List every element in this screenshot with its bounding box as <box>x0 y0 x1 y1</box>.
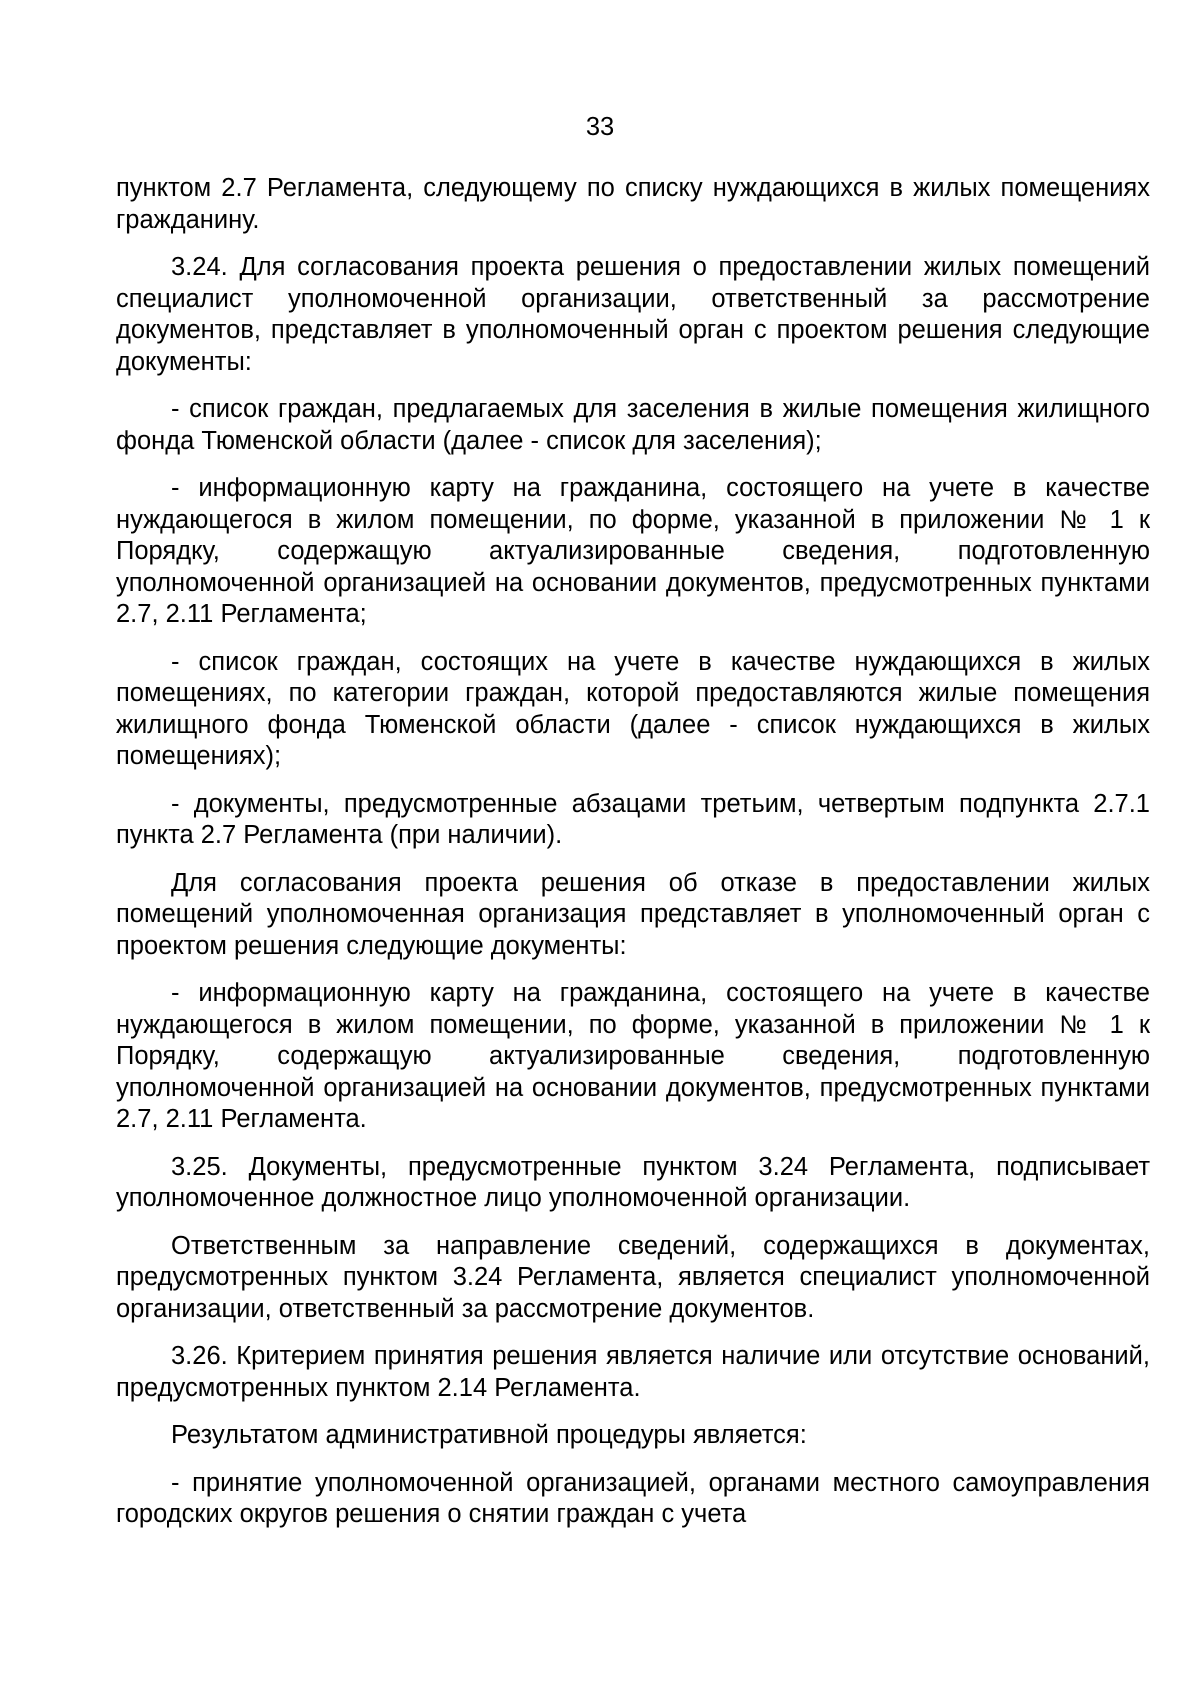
list-item-information-card: - информационную карту на гражданина, состоящего на учете в качестве нуждающегося в жилом помещении, по форме, указанной в приложении № 1 к Порядку, содержащую актуализированные сведения, подготовленную уполномоченной организацией на основании документов, предусмотренных пунктами 2.7, 2.11 Регламента; <box>116 474 1150 628</box>
list-item-deregistration: - принятие уполномоченной организацией, органами местного самоуправления городских округов решения о снятии граждан с учета <box>116 1468 1150 1528</box>
paragraph-refusal-approval: Для согласования проекта решения об отказе в предоставлении жилых помещений уполномоченная организация представляет в уполномоченный орган с проектом решения следующие документы: <box>116 868 1150 960</box>
document-text <box>116 173 1150 1547</box>
paragraph-clause-3-25: 3.25. Документы, предусмотренные пунктом 3.24 Регламента, подписывает уполномоченное должностное лицо уполномоченной организации. <box>116 1152 1150 1212</box>
list-item-waiting-list: - список граждан, состоящих на учете в качестве нуждающихся в жилых помещениях, по категории граждан, которой предоставляются жилые помещения жилищного фонда Тюменской области (далее - список нуждающихся в жилых помещениях); <box>116 647 1150 770</box>
paragraph-clause-3-24: 3.24. Для согласования проекта решения о предоставлении жилых помещений специалист уполномоченной организации, ответственный за рассмотрение документов, представляет в уполномоченный орган с проектом решения следующие документы: <box>116 253 1150 376</box>
list-item-resettlement-list: - список граждан, предлагаемых для заселения в жилые помещения жилищного фонда Тюменской области (далее - список для заселения); <box>116 395 1150 455</box>
paragraph-result-intro: Результатом административной процедуры является: <box>171 1421 807 1449</box>
paragraph-clause-3-26: 3.26. Критерием принятия решения является наличие или отсутствие оснований, предусмотренных пунктом 2.14 Регламента. <box>116 1342 1150 1402</box>
list-item-documents: - документы, предусмотренные абзацами третьим, четвертым подпункта 2.7.1 пункта 2.7 Регламента (при наличии). <box>116 789 1150 849</box>
page-number: 33 <box>585 113 615 141</box>
paragraph-continuation: пунктом 2.7 Регламента, следующему по списку нуждающихся в жилых помещениях гражданину. <box>116 174 1150 234</box>
list-item-information-card-refusal: - информационную карту на гражданина, состоящего на учете в качестве нуждающегося в жилом помещении, по форме, указанной в приложении № 1 к Порядку, содержащую актуализированные сведения, подготовленную уполномоченной организацией на основании документов, предусмотренных пунктами 2.7, 2.11 Регламента. <box>116 979 1150 1133</box>
paragraph-responsible-person: Ответственным за направление сведений, содержащихся в документах, предусмотренных пунктом 3.24 Регламента, является специалист уполномоченной организации, ответственный за рассмотрение документов. <box>116 1231 1150 1323</box>
